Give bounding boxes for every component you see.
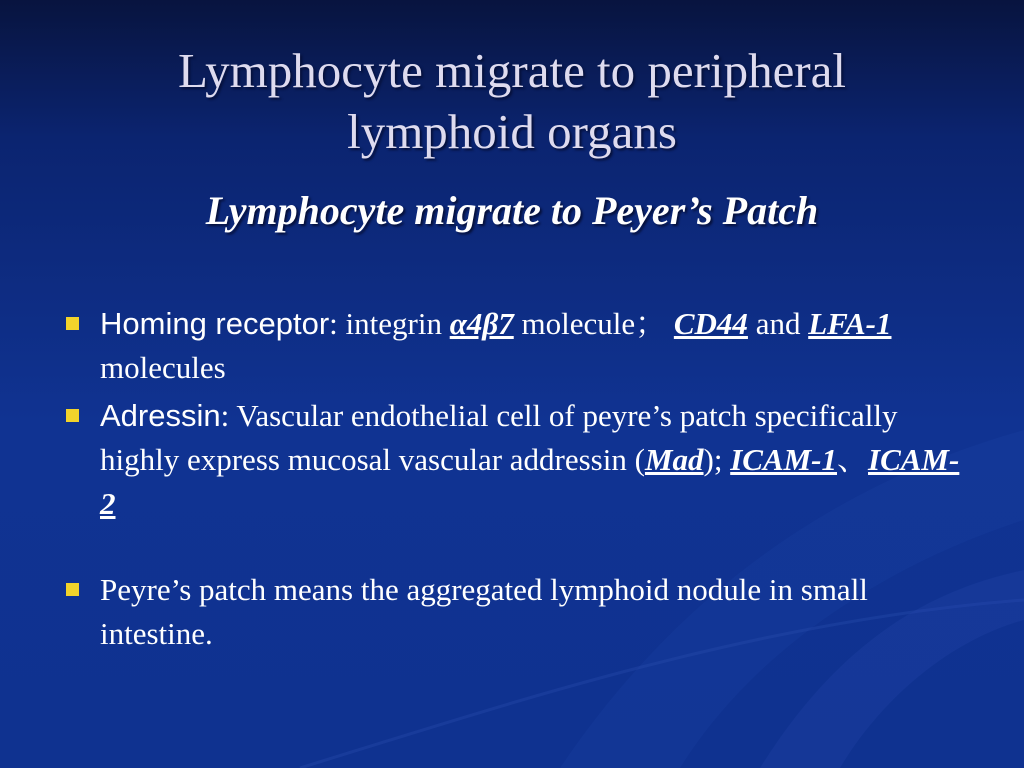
- bullet-text: Peyre’s patch means the aggregated lymphoid nodule in small intestine.: [100, 572, 868, 651]
- bullet-square-icon: [66, 583, 79, 596]
- bullet-text: molecule；: [513, 306, 674, 341]
- molecule-term: Mad: [644, 442, 704, 477]
- molecule-term: CD44: [673, 306, 748, 341]
- bullet-text: );: [703, 442, 731, 477]
- bullet-adressin: [60, 394, 970, 526]
- bullet-homing-receptor: [60, 302, 970, 390]
- bullet-lead-term: Homing receptor: [100, 306, 330, 341]
- slide-title: [0, 40, 1024, 162]
- molecule-term: α4β7: [449, 306, 514, 341]
- title-line-1: Lymphocyte migrate to peripheral: [177, 43, 847, 98]
- bullet-text: molecules: [100, 350, 226, 385]
- molecule-term: ICAM-1: [730, 442, 838, 477]
- bullet-text: : Vascular endothelial cell of peyre’s patch specifically highly express mucosal vascular addressin (: [100, 398, 898, 477]
- bullet-peyres-patch: [60, 568, 970, 656]
- bullet-text: 、: [837, 442, 869, 477]
- bullet-square-icon: [66, 409, 79, 422]
- title-line-2: lymphoid organs: [347, 104, 677, 159]
- bullet-list: [60, 302, 970, 660]
- molecule-term: LFA-1: [808, 306, 892, 341]
- slide-subtitle: Lymphocyte migrate to Peyer’s Patch: [205, 188, 819, 233]
- bullet-text: and: [747, 306, 809, 341]
- bullet-lead-term: Adressin: [100, 398, 221, 433]
- bullet-text: : integrin: [329, 306, 450, 341]
- molecule-term: ICAM-2: [100, 442, 960, 521]
- bullet-square-icon: [66, 317, 79, 330]
